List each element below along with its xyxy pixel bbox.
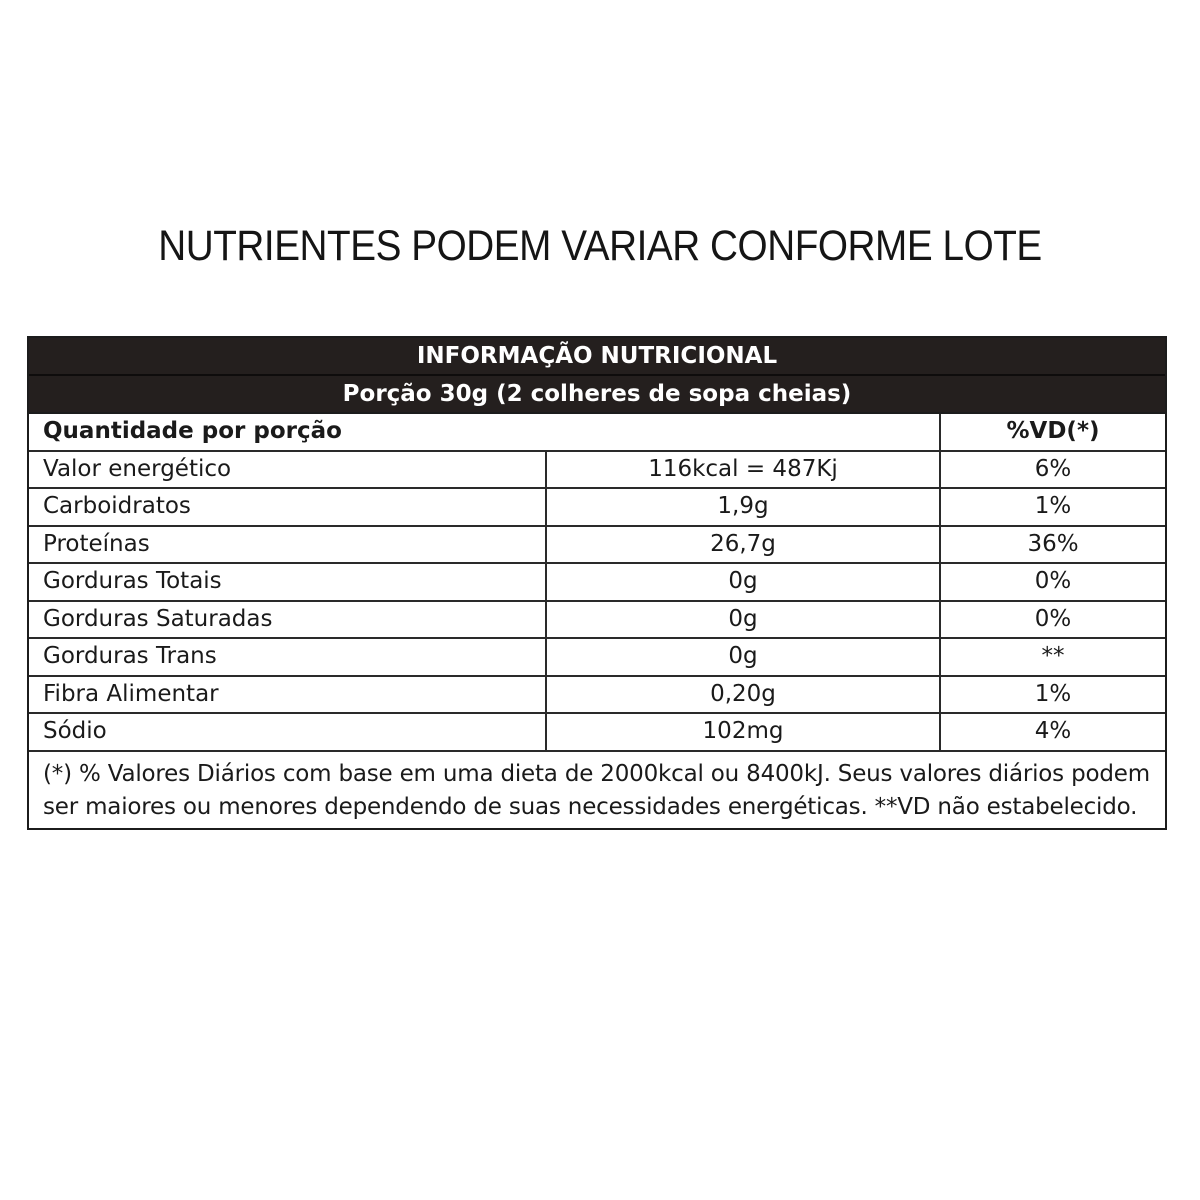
serving-size: Porção 30g (2 colheres de sopa cheias) [342,381,852,407]
column-header-row [29,414,1165,451]
nutrient-daily-value: 36% [940,526,1165,564]
table-row [29,563,1165,601]
nutrient-name: Valor energético [29,451,546,489]
nutrient-amount: 0g [546,601,940,639]
nutrient-grid [29,414,1165,752]
amount-per-serving-header: Quantidade por porção [29,414,940,451]
nutrient-daily-value: 4% [940,713,1165,751]
nutrient-daily-value: 0% [940,601,1165,639]
nutrient-daily-value: 0% [940,563,1165,601]
table-title: INFORMAÇÃO NUTRICIONAL [29,338,1165,376]
nutrient-name: Proteínas [29,526,546,564]
nutrient-amount: 116kcal = 487Kj [546,451,940,489]
table-row [29,526,1165,564]
table-row [29,601,1165,639]
table-row [29,638,1165,676]
table-row [29,713,1165,751]
nutrient-name: Gorduras Totais [29,563,546,601]
table-row [29,676,1165,714]
nutrient-amount: 102mg [546,713,940,751]
nutrient-amount: 0g [546,638,940,676]
batch-variation-notice: NUTRIENTES PODEM VARIAR CONFORME LOTE [158,222,1042,270]
table-header [29,338,1165,414]
daily-value-header: %VD(*) [940,414,1165,451]
nutrient-amount: 0,20g [546,676,940,714]
nutrient-amount: 26,7g [546,526,940,564]
nutrient-name: Carboidratos [29,488,546,526]
table-row [29,451,1165,489]
nutrient-name: Sódio [29,713,546,751]
nutrient-amount: 0g [546,563,940,601]
nutrient-daily-value: ** [940,638,1165,676]
nutrient-name: Gorduras Trans [29,638,546,676]
nutrient-name: Gorduras Saturadas [29,601,546,639]
nutrient-daily-value: 1% [940,676,1165,714]
nutrient-daily-value: 1% [940,488,1165,526]
nutrient-name: Fibra Alimentar [29,676,546,714]
nutrition-facts-table [27,336,1167,830]
daily-value-footnote: (*) % Valores Diários com base em uma dieta de 2000kcal ou 8400kJ. Seus valores diários podem ser maiores ou menores dependendo de suas necessidades energéticas. **VD não estabelecido. [43,760,1150,820]
nutrient-amount: 1,9g [546,488,940,526]
table-row [29,488,1165,526]
nutrient-daily-value: 6% [940,451,1165,489]
